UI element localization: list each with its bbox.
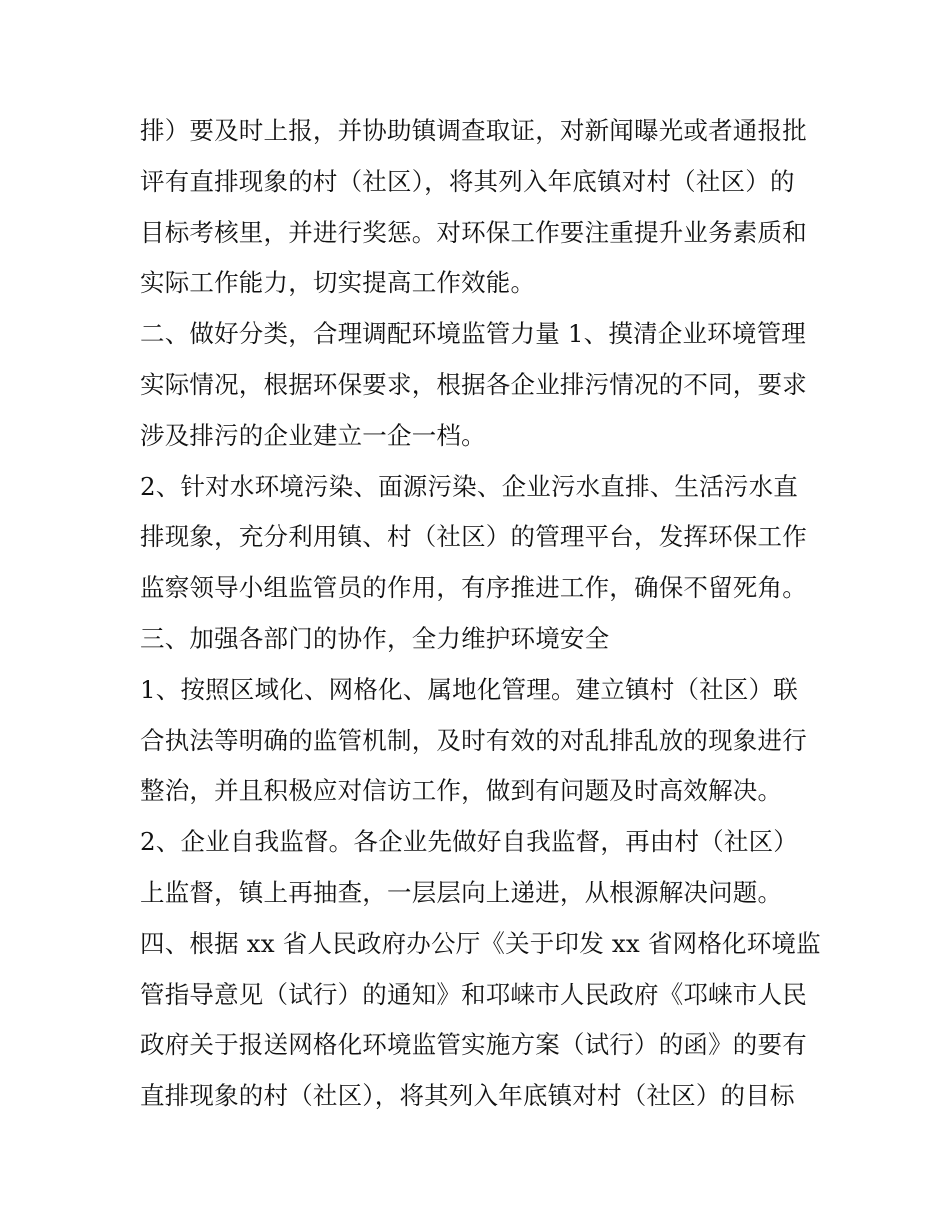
- document-body: [140, 106, 820, 1122]
- text-line: 排现象，充分利用镇、村（社区）的管理平台，发挥环保工作: [140, 522, 807, 552]
- text-line: 上监督，镇上再抽查，一层层向上递进，从根源解决问题。: [140, 877, 783, 907]
- text-line: 管指导意见（试行）的通知》和邛崃市人民政府《邛崃市人民: [140, 979, 807, 1009]
- text-line: 合执法等明确的监管机制，及时有效的对乱排乱放的现象进行: [140, 725, 807, 755]
- text-line: 2、企业自我监督。各企业先做好自我监督，再由村（社区）: [140, 827, 798, 857]
- section-heading-3: 三、加强各部门的协作，全力维护环境安全: [140, 623, 610, 653]
- text-line: 1、按照区域化、网格化、属地化管理。建立镇村（社区）联: [140, 674, 798, 704]
- text-line: 监察领导小组监管员的作用，有序推进工作，确保不留死角。: [140, 573, 807, 603]
- text-line: 实际工作能力，切实提高工作效能。: [140, 268, 536, 298]
- section-heading-4: 四、根据 xx 省人民政府办公厅《关于印发 xx 省网格化环境监: [140, 928, 821, 958]
- text-line: 整治，并且积极应对信访工作，做到有问题及时高效解决。: [140, 776, 783, 806]
- text-line: 政府关于报送网格化环境监管实施方案（试行）的函》的要有: [140, 1030, 807, 1060]
- text-line: 目标考核里，并进行奖惩。对环保工作要注重提升业务素质和: [140, 217, 807, 247]
- text-line: 评有直排现象的村（社区），将其列入年底镇对村（社区）的: [140, 166, 795, 196]
- text-line: 直排现象的村（社区），将其列入年底镇对村（社区）的目标: [140, 1081, 795, 1111]
- text-line: 实际情况，根据环保要求，根据各企业排污情况的不同，要求: [140, 369, 807, 399]
- text-line: 排）要及时上报，并协助镇调查取证，对新闻曝光或者通报批: [140, 116, 807, 145]
- section-heading-2: 二、做好分类，合理调配环境监管力量 1、摸清企业环境管理: [140, 319, 806, 349]
- text-line: 涉及排污的企业建立一企一档。: [140, 420, 486, 450]
- text-line: 2、针对水环境污染、面源污染、企业污水直排、生活污水直: [140, 471, 798, 501]
